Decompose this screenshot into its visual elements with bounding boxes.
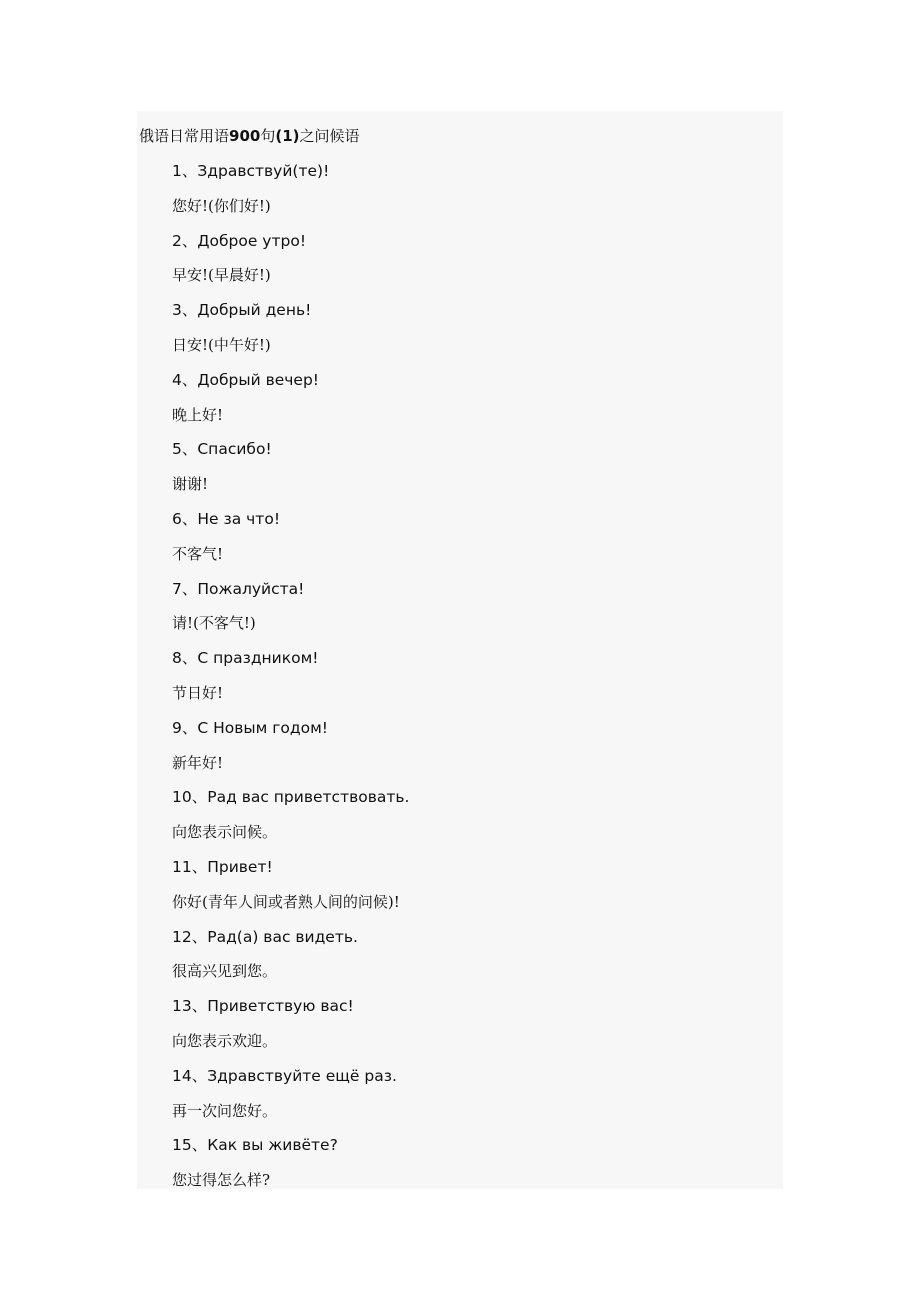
chinese-translation: 你好(青年人间或者熟人间的问候)! — [172, 892, 400, 911]
phrase-item — [172, 993, 409, 1063]
phrase-item — [172, 1132, 409, 1202]
chinese-translation: 谢谢! — [172, 475, 209, 494]
chinese-translation: 早安!(早晨好!) — [172, 266, 271, 285]
phrase-item — [172, 924, 409, 994]
russian-phrase: 9、С Новым годом! — [172, 718, 328, 737]
chinese-translation: 您好!(你们好!) — [172, 196, 271, 215]
chinese-translation: 您过得怎么样? — [172, 1171, 271, 1190]
russian-phrase: 11、Привет! — [172, 857, 273, 876]
russian-phrase: 1、Здравствуй(те)! — [172, 162, 330, 180]
phrase-item — [172, 854, 409, 924]
phrase-item — [172, 576, 409, 646]
phrase-item — [172, 1063, 409, 1133]
chinese-translation: 向您表示问候。 — [172, 823, 278, 842]
chinese-translation: 很高兴见到您。 — [172, 962, 278, 981]
russian-phrase: 13、Приветствую вас! — [172, 997, 354, 1016]
chinese-translation: 晚上好! — [172, 405, 224, 424]
russian-phrase: 5、Спасибо! — [172, 440, 272, 459]
phrase-item — [172, 297, 409, 367]
phrase-item — [172, 506, 409, 576]
title-part-number: (1) — [275, 127, 300, 145]
phrase-item — [172, 367, 409, 437]
russian-phrase: 7、Пожалуйста! — [172, 579, 305, 598]
chinese-translation: 节日好! — [172, 683, 224, 702]
phrase-item — [172, 784, 409, 854]
chinese-translation: 日安!(中午好!) — [172, 335, 271, 354]
russian-phrase: 15、Как вы живёте? — [172, 1136, 338, 1155]
russian-phrase: 6、Не за что! — [172, 509, 281, 528]
chinese-translation: 再一次问您好。 — [172, 1101, 278, 1120]
russian-phrase: 12、Рад(а) вас видеть. — [172, 927, 358, 946]
phrase-item — [172, 645, 409, 715]
phrase-item — [172, 158, 409, 228]
russian-phrase: 4、Добрый вечер! — [172, 370, 320, 389]
chinese-translation: 新年好! — [172, 753, 224, 772]
title-text-part1: 俄语日常用语 — [139, 127, 230, 145]
chinese-translation: 请!(不客气!) — [172, 614, 256, 633]
title-number: 900 — [229, 127, 261, 145]
russian-phrase: 14、Здравствуйте ещё раз. — [172, 1066, 397, 1085]
title-text-part2: 句 — [260, 127, 276, 145]
phrase-item — [172, 436, 409, 506]
phrase-list — [172, 158, 409, 1202]
russian-phrase: 2、Доброе утро! — [172, 231, 307, 250]
russian-phrase: 3、Добрый день! — [172, 301, 312, 320]
document-title — [139, 124, 360, 148]
title-text-part3: 之问候语 — [299, 127, 360, 145]
phrase-item — [172, 715, 409, 785]
phrase-item — [172, 228, 409, 298]
chinese-translation: 不客气! — [172, 544, 224, 563]
chinese-translation: 向您表示欢迎。 — [172, 1031, 278, 1050]
russian-phrase: 10、Рад вас приветствовать. — [172, 788, 410, 807]
russian-phrase: 8、С праздником! — [172, 649, 319, 668]
